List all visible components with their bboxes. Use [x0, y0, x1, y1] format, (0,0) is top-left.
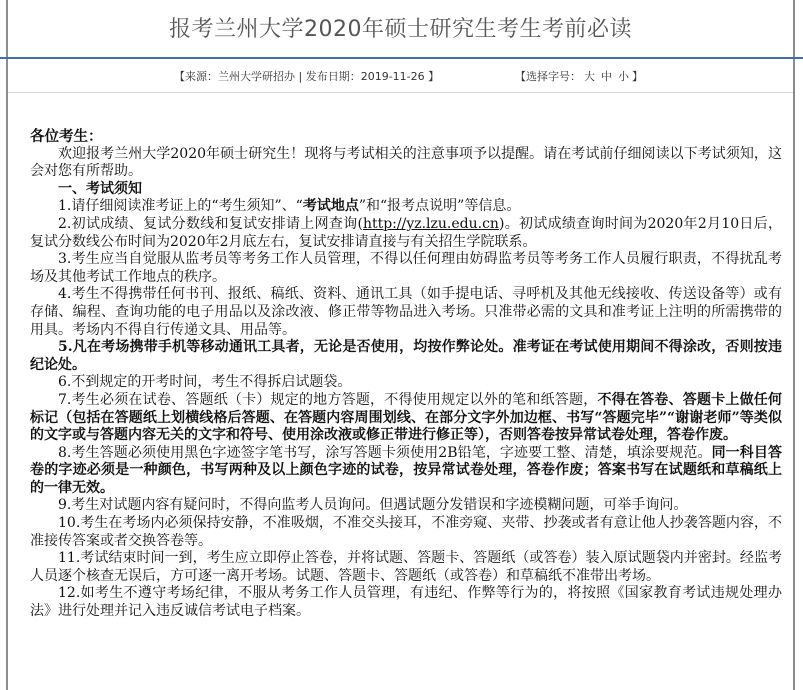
rule-8-bold: 同一科目答卷的字迹必须是一种颜色，书写两种及以上颜色字迹的试卷，按异常试卷处理，答卷作废；答案书写在试题纸和草稿纸上的一律无效。: [30, 444, 782, 496]
font-size-medium-link[interactable]: 中: [601, 70, 612, 83]
meta-divider: [8, 92, 793, 93]
admissions-site-link[interactable]: http://yz.lzu.edu.cn: [362, 215, 499, 232]
rule-7-text: 7.考生必须在试卷、答题纸（卡）规定的地方答题，不得使用规定以外的笔和纸答题，: [58, 391, 598, 408]
rule-8-text: 8.考生答题必须使用黑色字迹签字笔书写，涂写答题卡须使用2B铅笔，字迹要工整、清楚，填涂要规范。: [58, 444, 712, 461]
rule-2-text-end: )。初试成绩查询时间为2020年2月10日后，复试分数线公布时间为2020年2月底左右，复试安排请直接与有关招生学院联系。: [30, 215, 783, 250]
font-size-selector: [515, 68, 643, 84]
rule-5: 5.凡在考场携带手机等移动通讯工具者，无论是否使用，均按作弊论处。准考证在考试使用期间不得涂改，否则按违纪论处。: [30, 339, 782, 373]
font-size-label: 【选择字号：: [515, 70, 581, 83]
rule-11: 11.考试结束时间一到，考生应立即停止答卷，并将试题、答题卡、答题纸（或答卷）装入原试题袋内并密封。经监考人员逐个核查无误后，方可逐一离开考场。试题、答题卡、答题纸（或答卷）和草稿纸不准带出考场。: [30, 550, 782, 584]
rule-10: 10.考生在考场内必须保持安静，不准吸烟，不准交头接耳，不准旁窥、夹带、抄袭或者有意让他人抄袭答题内容，不准接传答案或者交换答卷等。: [30, 515, 782, 549]
rule-3: 3.考生应当自觉服从监考员等考务工作人员管理，不得以任何理由妨碍监考员等考务工作人员履行职责，不得扰乱考场及其他考试工作地点的秩序。: [30, 251, 782, 285]
rule-1-bold: 考试地点: [302, 198, 359, 215]
greeting: 各位考生：: [30, 128, 103, 145]
rule-2-text: 2.初试成绩、复试分数线和复试安排请上网查询(: [58, 215, 363, 232]
page-title: 报考兰州大学2020年硕士研究生考生考前必读: [169, 17, 632, 42]
rule-1-text: 1.请仔细阅读准考证上的“考生须知”、“: [58, 198, 303, 215]
font-size-small-link[interactable]: 小: [618, 70, 629, 83]
source-and-date: 【来源：兰州大学研招办 | 发布日期：2019-11-26 】: [174, 70, 440, 83]
rule-7-bold: 不得在答卷、答题卡上做任何标记（包括在答题纸上划横线格后答题、在答题内容周围划线、在部分文字外加边框、书写“答题完毕”“谢谢老师”等类似的文字或与答题内容无关的文字和符号、使用涂改液或修正带进行修正等），否则答卷按异常试卷处理，答卷作废。: [30, 391, 783, 444]
rule-7: [30, 392, 782, 445]
font-size-close: 】: [632, 70, 643, 83]
rule-1: [30, 198, 782, 216]
article-meta: [8, 68, 793, 84]
font-size-large-link[interactable]: 大: [584, 70, 595, 83]
intro-paragraph: 欢迎报考兰州大学2020年硕士研究生！现将与考试相关的注意事项予以提醒。请在考试前仔细阅读以下考试须知，这会对您有所帮助。: [30, 145, 782, 180]
title-divider: [0, 57, 803, 59]
rule-4: 4.考生不得携带任何书刊、报纸、稿纸、资料、通讯工具（如手提电话、寻呼机及其他无线接收、传送设备等）或有存储、编程、查询功能的电子用品以及涂改液、修正带等物品进入考场。只准带必需的文具和准考证上注明的所需携带的用具。考场内不得自行传递文具、用品等。: [30, 286, 782, 338]
page-frame-right: [793, 0, 795, 690]
rule-12: 12.如考生不遵守考场纪律，不服从考务工作人员管理，有违纪、作弊等行为的，将按照《国家教育考试违规处理办法》进行处理并记入违反诚信考试电子档案。: [30, 585, 782, 620]
title-bar: [8, 0, 793, 57]
rule-9: 9.考生对试题内容有疑问时，不得向监考人员询问。但遇试题分发错误和字迹模糊问题，可举手询问。: [58, 497, 688, 514]
page-frame-left: [6, 0, 8, 690]
article-body: [30, 128, 782, 621]
rule-2: [30, 216, 782, 251]
section-heading: 一、考试须知: [58, 180, 142, 197]
rule-6: 6.不到规定的开考时间，考生不得拆启试题袋。: [58, 374, 352, 391]
rule-8: [30, 445, 782, 498]
rule-1-text-end: ”和“报考点说明”等信息。: [358, 198, 521, 215]
